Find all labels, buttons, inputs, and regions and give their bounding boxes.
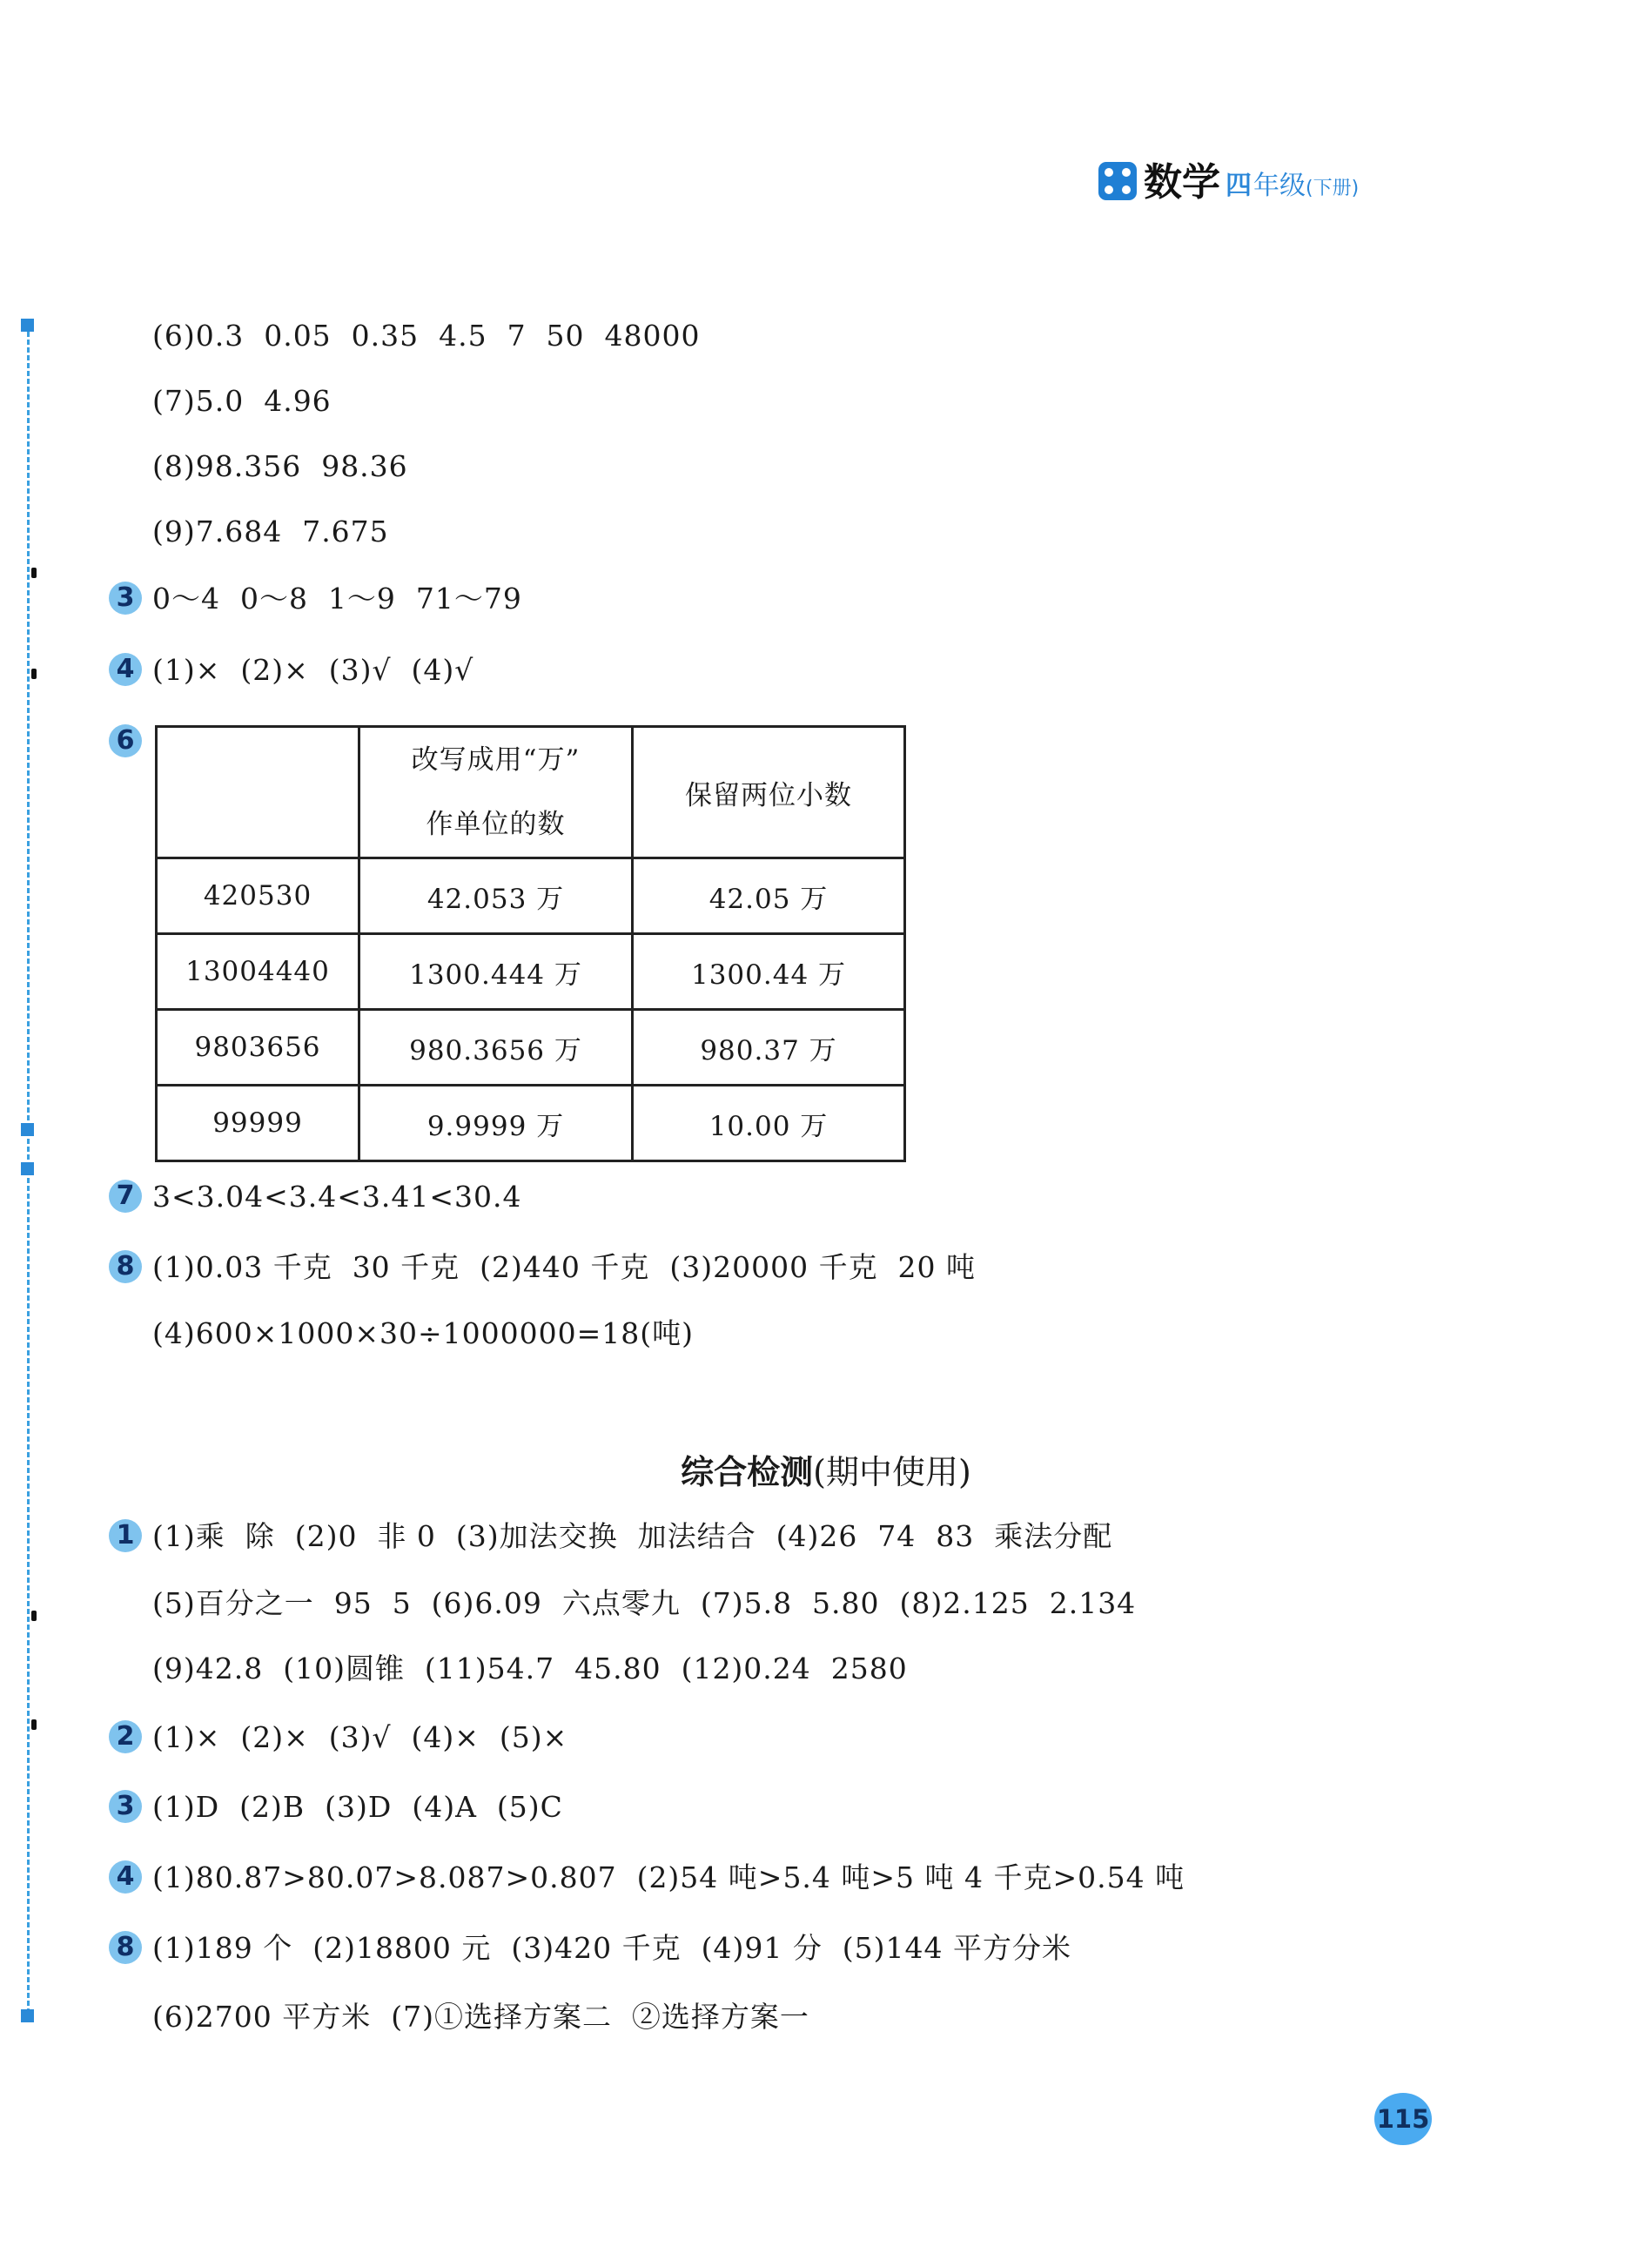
table-cell: 420530 — [157, 858, 359, 934]
margin-mark-icon — [31, 1611, 37, 1621]
table-cell: 42.05 万 — [633, 858, 905, 934]
question-number-badge: 7 — [109, 1180, 142, 1213]
question-number-badge: 4 — [109, 1860, 142, 1894]
table-cell: 9.9999 万 — [359, 1086, 633, 1161]
question-number-badge: 6 — [109, 724, 142, 757]
answer-line: (9)7.684 7.675 — [152, 515, 389, 548]
question-number-badge: 2 — [109, 1720, 142, 1753]
section-title-main: 综合检测 — [681, 1453, 814, 1491]
answer-line: (6)2700 平方米 (7)①选择方案二 ②选择方案一 — [152, 2000, 809, 2034]
question-number-badge: 3 — [109, 1790, 142, 1823]
page-header — [1098, 153, 1359, 205]
answer-line: (9)42.8 (10)圆锥 (11)54.7 45.80 (12)0.24 2580 — [152, 1651, 908, 1685]
question-number-badge: 4 — [109, 653, 142, 686]
table-cell: 1300.44 万 — [633, 934, 905, 1010]
answer-line: (5)百分之一 95 5 (6)6.09 六点零九 (7)5.8 5.80 (8)2.125 2.134 — [152, 1586, 1137, 1620]
grade-label: 年级 — [1253, 171, 1306, 201]
question-number-badge: 3 — [109, 582, 142, 615]
table-cell: 1300.444 万 — [359, 934, 633, 1010]
binding-square-icon — [21, 1123, 34, 1136]
subject-title: 数学 — [1144, 160, 1220, 205]
table-header-cell — [359, 727, 633, 858]
table-cell: 980.37 万 — [633, 1010, 905, 1086]
answer-line: (6)0.3 0.05 0.35 4.5 7 50 48000 — [152, 319, 701, 353]
header-text: 作单位的数 — [426, 809, 566, 840]
table-header-row — [157, 727, 905, 858]
table-row — [157, 858, 905, 934]
table-cell: 99999 — [157, 1086, 359, 1161]
answer-line: (7)5.0 4.96 — [152, 384, 332, 418]
table-row — [157, 1086, 905, 1161]
table-header-cell — [157, 727, 359, 858]
answer-line: (1)× (2)× (3)√ (4)× (5)× — [152, 1720, 568, 1754]
margin-mark-icon — [31, 1719, 37, 1730]
binding-square-icon — [21, 319, 34, 332]
binding-square-icon — [21, 1162, 34, 1175]
answer-line: (1)D (2)B (3)D (4)A (5)C — [152, 1790, 563, 1824]
answer-line: (1)80.87>80.07>8.087>0.807 (2)54 吨>5.4 吨>5 吨 4 千克>0.54 吨 — [152, 1860, 1185, 1894]
answer-line: 0～4 0～8 1～9 71～79 — [152, 582, 522, 616]
answer-line: (1)189 个 (2)18800 元 (3)420 千克 (4)91 分 (5)144 平方分米 — [152, 1931, 1072, 1965]
header-text: 改写成用“万” — [411, 744, 581, 776]
section-title — [0, 1445, 1652, 1493]
conversion-table — [155, 725, 906, 1162]
table-cell: 42.053 万 — [359, 858, 633, 934]
question-number-badge: 8 — [109, 1931, 142, 1964]
answer-line: (1)× (2)× (3)√ (4)√ — [152, 653, 474, 687]
question-number-badge: 1 — [109, 1519, 142, 1552]
dice-logo-icon — [1098, 162, 1137, 200]
answer-line: (8)98.356 98.36 — [152, 449, 408, 483]
grade-mark: 四 — [1226, 171, 1252, 201]
page-number: 115 — [1374, 2093, 1432, 2145]
table-cell: 980.3656 万 — [359, 1010, 633, 1086]
answer-line: 3<3.04<3.4<3.41<30.4 — [152, 1180, 522, 1214]
answer-line: (1)0.03 千克 30 千克 (2)440 千克 (3)20000 千克 20 吨 — [152, 1250, 977, 1284]
margin-mark-icon — [31, 568, 37, 578]
binding-square-icon — [21, 2009, 34, 2022]
table-cell: 9803656 — [157, 1010, 359, 1086]
table-cell: 13004440 — [157, 934, 359, 1010]
table-header-cell: 保留两位小数 — [633, 727, 905, 858]
volume-label: (下册) — [1306, 178, 1360, 199]
table-cell: 10.00 万 — [633, 1086, 905, 1161]
table-row — [157, 1010, 905, 1086]
answer-line: (1)乘 除 (2)0 非 0 (3)加法交换 加法结合 (4)26 74 83 乘法分配 — [152, 1519, 1113, 1553]
table-row — [157, 934, 905, 1010]
margin-mark-icon — [31, 669, 37, 679]
answer-line: (4)600×1000×30÷1000000=18(吨) — [152, 1316, 695, 1350]
section-title-sub: (期中使用) — [813, 1453, 971, 1491]
question-number-badge: 8 — [109, 1250, 142, 1283]
